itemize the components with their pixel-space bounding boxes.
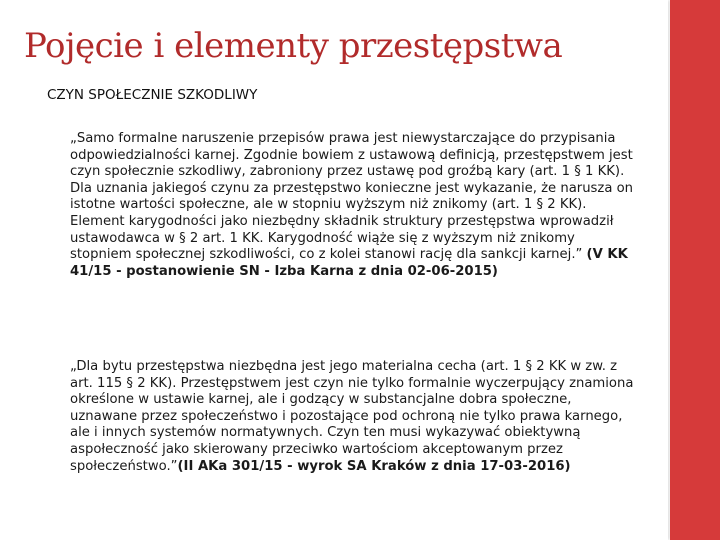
quote-paragraph-1 [70,131,640,280]
quote-text-2: „Dla bytu przestępstwa niezbędna jest jego materialna cecha (art. 1 § 2 KK w zw. z art. 115 § 2 KK). Przestępstwem jest czyn nie tylko formalnie wyczerpujący znamiona określone w ustawie karnej, ale i godzący w substancjalne dobra społeczne, uznawane przez społeczeństwo i pozostające pod ochroną nie tylko prawa karnego, ale i innych systemów normatywnych. Czyn ten musi wykazywać obiektywną aspołeczność jako skierowany przeciwko wartościom akceptowanym przez społeczeństwo.” [70,359,634,474]
slide-title: Pojęcie i elementy przestępstwa [24,26,563,66]
quote-citation-2: (II AKa 301/15 - wyrok SA Kraków z dnia 17-03-2016) [177,458,571,474]
accent-bar [670,0,720,540]
quote-text-1: „Samo formalne naruszenie przepisów prawa jest niewystarczające do przypisania odpowiedzialności karnej. Zgodnie bowiem z ustawową definicją, przestępstwem jest czyn społecznie szkodliwy, zabroniony przez ustawę pod groźbą kary (art. 1 § 1 KK). Dla uznania jakiegoś czynu za przestępstwo konieczne jest wykazanie, że narusza on istotne wartości społeczne, ale w stopniu wyższym niż znikomy (art. 1 § 2 KK). Element karygodności jako niezbędny składnik struktury przestępstwa wprowadził ustawodawca w § 2 art. 1 KK. Karygodność wiąże się z wyższym niż znikomy stopniem społecznej szkodliwości, co z kolei stanowi rację dla sankcji karnej.” [70,131,634,263]
quote-citation-1: (V KK 41/15 - postanowienie SN - Izba Karna z dnia 02-06-2015) [70,247,628,279]
slide-subtitle: CZYN SPOŁECZNIE SZKODLIWY [47,87,258,103]
quote-paragraph-2 [70,359,640,475]
